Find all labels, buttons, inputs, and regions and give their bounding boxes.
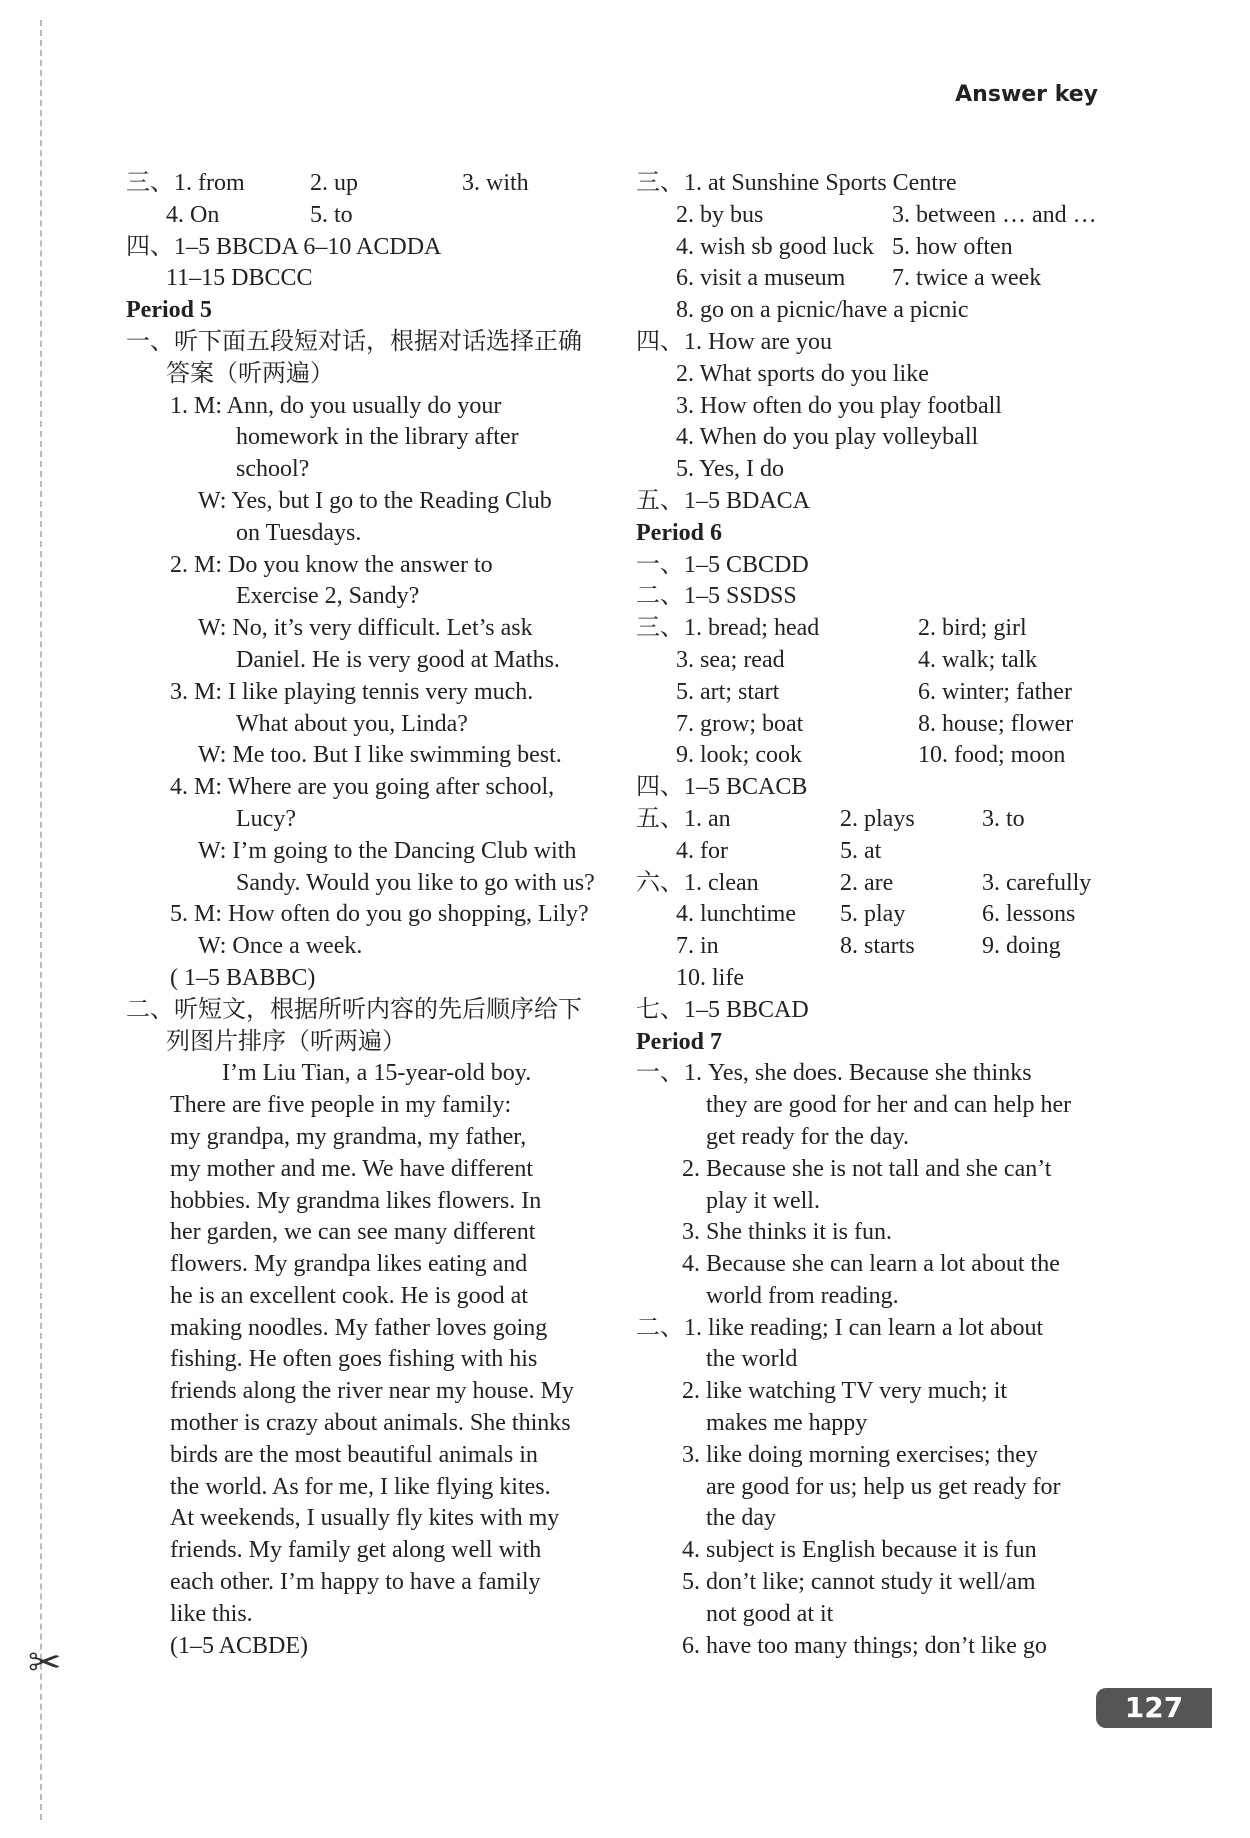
answer-text: on Tuesdays. bbox=[236, 519, 362, 546]
answer-text: At weekends, I usually fly kites with my bbox=[170, 1505, 560, 1532]
answer-line bbox=[636, 1058, 1116, 1090]
answer-line bbox=[126, 1535, 596, 1567]
answer-line bbox=[126, 391, 596, 423]
answer-text: 一、1–5 CBCDD bbox=[636, 551, 809, 578]
answer-line bbox=[636, 1503, 1116, 1535]
answer-line bbox=[636, 1027, 1116, 1059]
answer-line bbox=[126, 1217, 596, 1249]
answer-text: 3. carefully bbox=[982, 869, 1092, 896]
answer-text: 2. up bbox=[310, 170, 358, 196]
answer-line bbox=[126, 581, 596, 613]
answer-text: 一、1. Yes, she does. Because she thinks bbox=[636, 1060, 1032, 1087]
answer-line bbox=[636, 422, 1116, 454]
answer-line bbox=[126, 677, 596, 709]
answer-line bbox=[126, 740, 596, 772]
answer-text: There are five people in my family: bbox=[170, 1092, 512, 1119]
answer-line bbox=[636, 677, 1116, 709]
answer-text: friends along the river near my house. My bbox=[170, 1378, 574, 1405]
answer-text: 10. life bbox=[676, 964, 744, 991]
answer-line bbox=[126, 804, 596, 836]
answer-text: 4. When do you play volleyball bbox=[676, 424, 979, 451]
answer-text: 3. like doing morning exercises; they bbox=[682, 1441, 1038, 1468]
answer-line bbox=[126, 1027, 596, 1059]
answer-line bbox=[126, 1408, 596, 1440]
page-header: Answer key bbox=[955, 82, 1098, 107]
answer-line bbox=[636, 359, 1116, 391]
answer-text: 二、1. like reading; I can learn a lot about bbox=[636, 1314, 1044, 1341]
answer-text: school? bbox=[236, 456, 310, 483]
answer-text: 五、1–5 BDACA bbox=[636, 487, 811, 514]
answer-text: 七、1–5 BBCAD bbox=[636, 996, 809, 1023]
answer-line bbox=[636, 200, 1116, 232]
answer-text: 3. How often do you play football bbox=[676, 392, 1002, 419]
answer-text: get ready for the day. bbox=[706, 1123, 910, 1150]
answer-text: 六、1. clean bbox=[636, 869, 759, 896]
answer-line bbox=[126, 327, 596, 359]
answer-line bbox=[126, 1472, 596, 1504]
answer-line bbox=[126, 931, 596, 963]
answer-text: 7. in bbox=[676, 933, 719, 960]
answer-text: 2. Because she is not tall and she can’t bbox=[682, 1155, 1052, 1182]
answer-text: (1–5 ACBDE) bbox=[170, 1632, 308, 1659]
answer-text: 5. at bbox=[840, 837, 882, 864]
answer-line bbox=[126, 1249, 596, 1281]
answer-text: are good for us; help us get ready for bbox=[706, 1473, 1061, 1500]
answer-line bbox=[126, 486, 596, 518]
answer-text: birds are the most beautiful animals in bbox=[170, 1441, 538, 1468]
answer-text: makes me happy bbox=[706, 1410, 868, 1437]
answer-line bbox=[636, 963, 1116, 995]
answer-line bbox=[126, 200, 596, 232]
answer-line bbox=[126, 1376, 596, 1408]
answer-line bbox=[636, 1472, 1116, 1504]
answer-line bbox=[636, 1599, 1116, 1631]
answer-text: 2. M: Do you know the answer to bbox=[170, 551, 493, 578]
answer-line bbox=[126, 1631, 596, 1663]
answer-text: not good at it bbox=[706, 1600, 834, 1627]
answer-text: 二、听短文，根据所听内容的先后顺序给下 bbox=[126, 996, 582, 1023]
answer-text: hobbies. My grandma likes flowers. In bbox=[170, 1187, 542, 1214]
answer-text: 6. have too many things; don’t like go bbox=[682, 1632, 1047, 1659]
answer-text: W: No, it’s very difficult. Let’s ask bbox=[198, 615, 533, 642]
section-heading: Period 5 bbox=[126, 297, 212, 324]
answer-text: 9. doing bbox=[982, 933, 1061, 960]
answer-text: 4. lunchtime bbox=[676, 901, 796, 928]
answer-text: 2. by bus bbox=[676, 201, 764, 228]
answer-line bbox=[126, 1503, 596, 1535]
answer-line bbox=[636, 868, 1116, 900]
answer-text: 四、1. How are you bbox=[636, 328, 832, 355]
cut-line bbox=[40, 20, 42, 1820]
right-column bbox=[636, 168, 1116, 1662]
answer-line bbox=[126, 1281, 596, 1313]
answer-line bbox=[636, 613, 1116, 645]
answer-line bbox=[126, 295, 596, 327]
answer-text: 3. with bbox=[462, 170, 529, 196]
answer-line bbox=[126, 709, 596, 741]
answer-text: like this. bbox=[170, 1600, 253, 1627]
answer-text: 6. visit a museum bbox=[676, 265, 846, 292]
answer-text: mother is crazy about animals. She thinks bbox=[170, 1410, 571, 1437]
answer-line bbox=[636, 740, 1116, 772]
answer-text: 2. like watching TV very much; it bbox=[682, 1378, 1008, 1405]
answer-text: 3. She thinks it is fun. bbox=[682, 1219, 893, 1246]
answer-line bbox=[636, 1154, 1116, 1186]
answer-text: 4. Because she can learn a lot about the bbox=[682, 1251, 1060, 1278]
answer-text: 7. twice a week bbox=[892, 265, 1042, 292]
answer-line bbox=[636, 836, 1116, 868]
answer-text: 列图片排序（听两遍） bbox=[166, 1028, 406, 1055]
left-column bbox=[126, 168, 596, 1662]
answer-text: world from reading. bbox=[706, 1282, 899, 1309]
answer-text: 4. for bbox=[676, 837, 728, 864]
answer-text: 4. On bbox=[166, 201, 220, 228]
answer-line bbox=[126, 1599, 596, 1631]
answer-text: making noodles. My father loves going bbox=[170, 1314, 548, 1341]
answer-text: friends. My family get along well with bbox=[170, 1537, 542, 1564]
scissors-icon: ✂ bbox=[28, 1640, 62, 1686]
answer-text: the world. As for me, I like flying kites. bbox=[170, 1473, 551, 1500]
answer-text: my grandpa, my grandma, my father, bbox=[170, 1123, 527, 1150]
answer-text: each other. I’m happy to have a family bbox=[170, 1569, 541, 1596]
answer-text: 8. go on a picnic/have a picnic bbox=[676, 297, 969, 324]
answer-text: W: I’m going to the Dancing Club with bbox=[198, 837, 577, 864]
answer-text: fishing. He often goes fishing with his bbox=[170, 1346, 538, 1373]
answer-line bbox=[636, 454, 1116, 486]
answer-line bbox=[636, 327, 1116, 359]
answer-text: What about you, Linda? bbox=[236, 710, 468, 737]
answer-text: ( 1–5 BABBC) bbox=[170, 964, 316, 991]
answer-text: 6. lessons bbox=[982, 901, 1076, 928]
page-number: 127 bbox=[1096, 1688, 1212, 1728]
answer-line bbox=[636, 709, 1116, 741]
answer-text: 5. how often bbox=[892, 233, 1013, 260]
answer-text: 一、听下面五段短对话，根据对话选择正确 bbox=[126, 328, 582, 355]
answer-line bbox=[636, 1408, 1116, 1440]
answer-line bbox=[126, 772, 596, 804]
answer-text: 9. look; cook bbox=[676, 742, 802, 769]
answer-text: Sandy. Would you like to go with us? bbox=[236, 869, 595, 896]
answer-text: 3. sea; read bbox=[676, 646, 785, 673]
answer-line bbox=[636, 899, 1116, 931]
answer-text: Daniel. He is very good at Maths. bbox=[236, 646, 560, 673]
answer-line bbox=[126, 1186, 596, 1218]
answer-text: Exercise 2, Sandy? bbox=[236, 583, 420, 610]
answer-line bbox=[126, 1567, 596, 1599]
answer-text: 5. don’t like; cannot study it well/am bbox=[682, 1569, 1036, 1596]
answer-line bbox=[126, 359, 596, 391]
answer-text: 7. grow; boat bbox=[676, 710, 804, 737]
answer-line bbox=[636, 232, 1116, 264]
answer-line bbox=[636, 263, 1116, 295]
answer-line bbox=[126, 168, 596, 200]
answer-text: 6. winter; father bbox=[918, 678, 1072, 705]
answer-text: 四、1–5 BBCDA 6–10 ACDDA bbox=[126, 233, 442, 260]
answer-text: 3. M: I like playing tennis very much. bbox=[170, 678, 534, 705]
answer-text: 4. wish sb good luck bbox=[676, 233, 874, 260]
answer-text: the day bbox=[706, 1505, 776, 1532]
answer-text: my mother and me. We have different bbox=[170, 1155, 534, 1182]
answer-text: 二、1–5 SSDSS bbox=[636, 583, 797, 610]
answer-line bbox=[636, 1344, 1116, 1376]
answer-text: 5. Yes, I do bbox=[676, 456, 785, 483]
answer-text: her garden, we can see many different bbox=[170, 1219, 536, 1246]
answer-line bbox=[126, 263, 596, 295]
section-heading: Period 6 bbox=[636, 519, 722, 546]
answer-text: 8. house; flower bbox=[918, 710, 1074, 737]
answer-line bbox=[636, 168, 1116, 200]
answer-line bbox=[636, 1281, 1116, 1313]
answer-text: 3. to bbox=[982, 805, 1025, 832]
answer-line bbox=[126, 963, 596, 995]
answer-line bbox=[126, 613, 596, 645]
answer-line bbox=[126, 645, 596, 677]
answer-text: 2. plays bbox=[840, 805, 915, 832]
answer-text: I’m Liu Tian, a 15-year-old boy. bbox=[222, 1060, 532, 1087]
answer-line bbox=[636, 1090, 1116, 1122]
answer-text: they are good for her and can help her bbox=[706, 1092, 1072, 1119]
answer-text: he is an excellent cook. He is good at bbox=[170, 1282, 528, 1309]
answer-text: 10. food; moon bbox=[918, 742, 1066, 769]
answer-text: 3. between … and … bbox=[892, 201, 1097, 228]
answer-line bbox=[126, 454, 596, 486]
answer-text: 答案（听两遍） bbox=[166, 360, 334, 387]
answer-line bbox=[126, 1344, 596, 1376]
answer-line bbox=[636, 1313, 1116, 1345]
answer-line bbox=[636, 518, 1116, 550]
answer-text: 5. to bbox=[310, 201, 353, 228]
answer-line bbox=[636, 486, 1116, 518]
answer-line bbox=[126, 868, 596, 900]
answer-text: 三、1. at Sunshine Sports Centre bbox=[636, 170, 957, 196]
answer-text: the world bbox=[706, 1346, 798, 1373]
answer-text: 2. What sports do you like bbox=[676, 360, 929, 387]
answer-line bbox=[636, 645, 1116, 677]
answer-line bbox=[636, 1122, 1116, 1154]
answer-text: 5. play bbox=[840, 901, 906, 928]
answer-text: 2. bird; girl bbox=[918, 615, 1027, 642]
answer-text: 五、1. an bbox=[636, 805, 731, 832]
answer-line bbox=[636, 1535, 1116, 1567]
answer-line bbox=[126, 1090, 596, 1122]
answer-text: 11–15 DBCCC bbox=[166, 265, 313, 292]
answer-line bbox=[636, 1567, 1116, 1599]
answer-text: 5. art; start bbox=[676, 678, 780, 705]
answer-line bbox=[126, 1440, 596, 1472]
answer-line bbox=[636, 1631, 1116, 1663]
answer-line bbox=[636, 1376, 1116, 1408]
answer-line bbox=[126, 550, 596, 582]
answer-line bbox=[636, 772, 1116, 804]
answer-text: 1. M: Ann, do you usually do your bbox=[170, 392, 502, 419]
answer-line bbox=[636, 581, 1116, 613]
answer-line bbox=[126, 899, 596, 931]
answer-text: flowers. My grandpa likes eating and bbox=[170, 1251, 528, 1278]
answer-text: 2. are bbox=[840, 869, 894, 896]
answer-text: W: Once a week. bbox=[198, 933, 363, 960]
answer-line bbox=[126, 1313, 596, 1345]
answer-text: play it well. bbox=[706, 1187, 820, 1214]
answer-line bbox=[126, 232, 596, 264]
answer-line bbox=[636, 995, 1116, 1027]
answer-line bbox=[636, 804, 1116, 836]
answer-line bbox=[636, 1440, 1116, 1472]
answer-line bbox=[126, 1154, 596, 1186]
answer-line bbox=[636, 391, 1116, 423]
answer-text: 4. M: Where are you going after school, bbox=[170, 774, 555, 801]
answer-text: 四、1–5 BCACB bbox=[636, 774, 808, 801]
answer-line bbox=[636, 550, 1116, 582]
answer-line bbox=[636, 1186, 1116, 1218]
answer-line bbox=[126, 518, 596, 550]
answer-text: 4. walk; talk bbox=[918, 646, 1038, 673]
answer-line bbox=[126, 1058, 596, 1090]
answer-line bbox=[636, 295, 1116, 327]
answer-line bbox=[636, 1249, 1116, 1281]
answer-text: 8. starts bbox=[840, 933, 915, 960]
answer-text: homework in the library after bbox=[236, 424, 519, 451]
answer-line bbox=[126, 995, 596, 1027]
answer-text: W: Me too. But I like swimming best. bbox=[198, 742, 562, 769]
answer-line bbox=[126, 1122, 596, 1154]
answer-line bbox=[636, 1217, 1116, 1249]
answer-text: 5. M: How often do you go shopping, Lily? bbox=[170, 901, 589, 928]
answer-line bbox=[126, 422, 596, 454]
answer-text: Lucy? bbox=[236, 805, 296, 832]
answer-text: 三、1. from bbox=[126, 170, 245, 196]
answer-line bbox=[126, 836, 596, 868]
section-heading: Period 7 bbox=[636, 1028, 722, 1055]
answer-text: 4. subject is English because it is fun bbox=[682, 1537, 1037, 1564]
answer-line bbox=[636, 931, 1116, 963]
answer-text: W: Yes, but I go to the Reading Club bbox=[198, 487, 552, 514]
answer-text: 三、1. bread; head bbox=[636, 615, 820, 642]
